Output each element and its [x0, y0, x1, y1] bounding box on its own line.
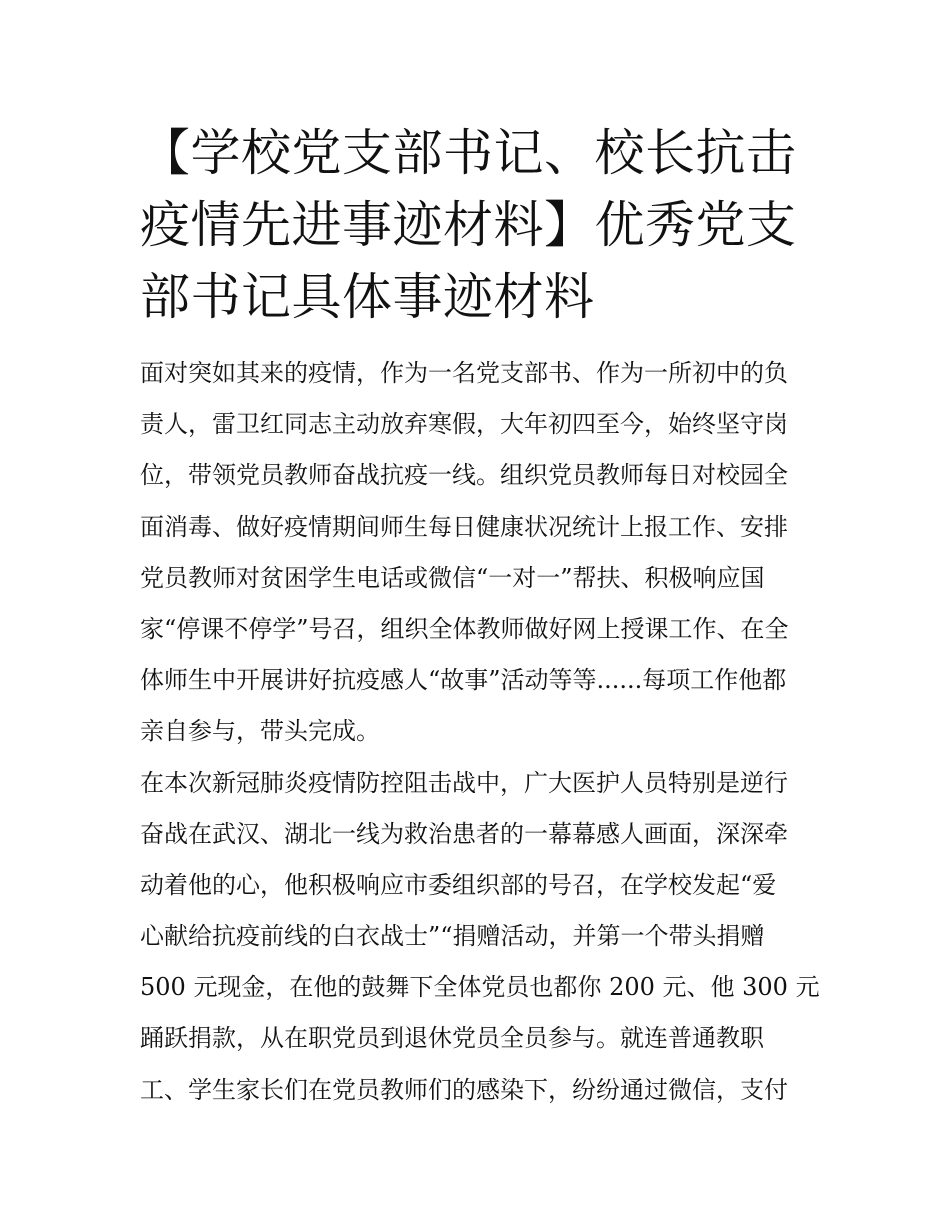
paragraph-1-line-7: 体师生中开展讲好抗疫感人“故事”活动等等......每项工作他都 — [140, 666, 787, 695]
paragraph-1-line-8: 亲自参与，带头完成。 — [140, 717, 380, 746]
paragraph-1-line-3: 位，带领党员教师奋战抗疫一线。组织党员教师每日对校园全 — [140, 461, 788, 490]
paragraph-2-line-3: 动着他的心，他积极响应市委组织部的号召，在学校发起“爱 — [140, 870, 777, 899]
title-line: 部书记具体事迹材料 — [140, 268, 595, 326]
paragraph-2-line-1: 在本次新冠肺炎疫情防控阻击战中，广大医护人员特别是逆行 — [140, 768, 788, 797]
paragraph-2-line-6: 踊跃捐款，从在职党员到退休党员全员参与。就连普通教职 — [140, 1024, 764, 1053]
paragraph-2-line-4: 心献给抗疫前线的白衣战士”“捐赠活动，并第一个带头捐赠 — [140, 922, 765, 951]
document-title — [140, 117, 830, 333]
paragraph-2-line-5: 500 元现金，在他的鼓舞下全体党员也都你 200 元、他 300 元 — [140, 973, 820, 1002]
paragraph-2-line-7: 工、学生家长们在党员教师们的感染下，纷纷通过微信，支付 — [140, 1075, 788, 1104]
paragraph-2-line-2: 奋战在武汉、湖北一线为救治患者的一幕幕感人画面，深深牵 — [140, 819, 788, 848]
paragraph-1-line-4: 面消毒、做好疫情期间师生每日健康状况统计上报工作、安排 — [140, 512, 788, 541]
paragraph-1-line-6: 家“停课不停学”号召，组织全体教师做好网上授课工作、在全 — [140, 614, 789, 643]
title-line: 疫情先进事迹材料】优秀党支 — [140, 196, 797, 254]
paragraph-1-line-5: 党员教师对贫困学生电话或微信“一对一”帮扶、积极响应国 — [140, 563, 765, 592]
paragraph-1-line-2: 责人，雷卫红同志主动放弃寒假，大年初四至今，始终坚守岗 — [140, 410, 788, 439]
paragraph-1-line-1: 面对突如其来的疫情，作为一名党支部书、作为一所初中的负 — [140, 359, 788, 387]
document-body — [140, 353, 820, 1121]
title-line: 【学校党支部书记、校长抗击 — [140, 124, 797, 182]
